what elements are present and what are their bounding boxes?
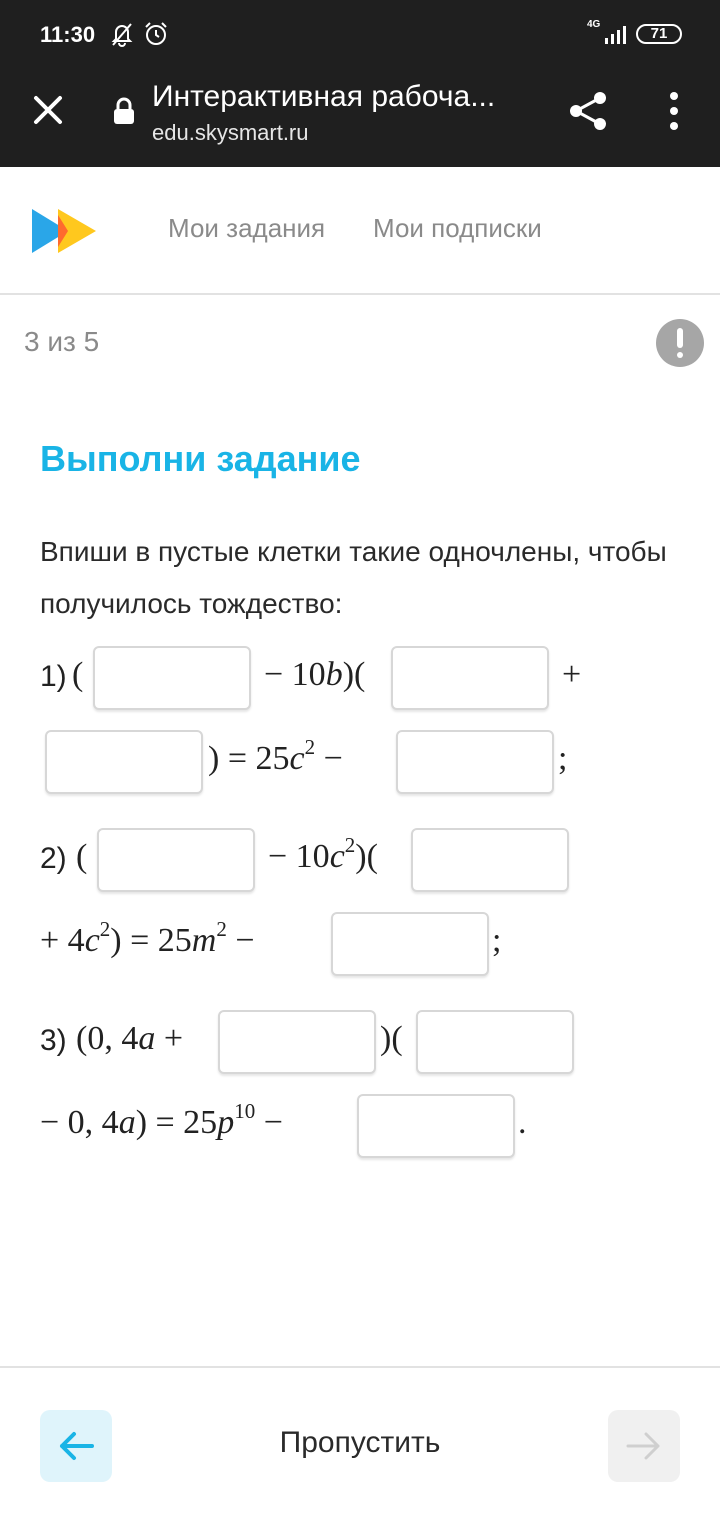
alarm-icon: [142, 20, 170, 48]
skip-button[interactable]: Пропустить: [279, 1426, 441, 1459]
more-options-icon[interactable]: [662, 90, 686, 132]
status-time: 11:30: [40, 22, 96, 47]
problem-3-label: 3): [40, 1024, 67, 1057]
math-text: − $10c^2$)(: [268, 833, 378, 875]
report-icon[interactable]: [656, 319, 704, 367]
math-text: ) = $25c^2$ −: [208, 735, 343, 777]
problem-2-line-2: [0, 912, 720, 982]
answer-input[interactable]: [331, 912, 489, 976]
share-icon[interactable]: [566, 89, 610, 133]
math-text: )(: [380, 1020, 403, 1057]
problem-2-line-1: [0, 828, 720, 898]
browser-chrome: [0, 0, 720, 167]
math-text: .: [518, 1104, 527, 1141]
problem-1-label: 1): [40, 660, 67, 693]
page-url[interactable]: edu.skysmart.ru: [152, 120, 309, 145]
answer-input[interactable]: [93, 646, 251, 710]
answer-input[interactable]: [411, 828, 569, 892]
math-text: ;: [492, 922, 502, 959]
math-text: (: [76, 838, 88, 875]
math-text: (: [72, 656, 84, 693]
mute-bell-icon: [108, 20, 136, 48]
signal-icon: [603, 24, 629, 44]
math-text: − 0, $4a) = 25p^{10}$ −: [40, 1099, 283, 1141]
math-text: − 10b)(: [264, 656, 366, 693]
task-counter: 3 из 5: [24, 326, 100, 357]
problem-3-line-2: [0, 1094, 720, 1164]
math-text: +: [562, 656, 582, 693]
close-icon[interactable]: [28, 90, 68, 130]
page-title: Интерактивная рабоча...: [152, 80, 496, 113]
math-text: (0, 4a +: [76, 1020, 184, 1057]
answer-input[interactable]: [357, 1094, 515, 1158]
nav-my-subscriptions[interactable]: Мои подписки: [373, 213, 542, 243]
task-instruction: Впиши в пустые клетки такие одночлены, чтобы получилось тождество:: [40, 536, 667, 619]
site-header: [0, 167, 720, 295]
arrow-right-icon: [622, 1424, 666, 1468]
math-text: ;: [558, 740, 568, 777]
task-heading: Выполни задание: [40, 438, 361, 479]
answer-input[interactable]: [218, 1010, 376, 1074]
answer-input[interactable]: [391, 646, 549, 710]
answer-input[interactable]: [416, 1010, 574, 1074]
skysmart-logo-icon[interactable]: [30, 207, 98, 255]
answer-input[interactable]: [396, 730, 554, 794]
status-bar: [0, 0, 720, 70]
problem-1-line-2: [0, 730, 720, 800]
math-text: + $4c^2) = 25m^2$ −: [40, 917, 255, 959]
lock-icon: [112, 96, 136, 126]
answer-input[interactable]: [97, 828, 255, 892]
nav-my-tasks[interactable]: Мои задания: [168, 213, 326, 243]
arrow-left-icon: [54, 1424, 98, 1468]
battery-indicator: 71: [636, 24, 682, 44]
problem-1-line-1: [0, 646, 720, 716]
previous-button[interactable]: [40, 1410, 112, 1482]
network-type: 4G: [587, 19, 601, 30]
answer-input[interactable]: [45, 730, 203, 794]
problem-3-line-1: [0, 1010, 720, 1080]
bottom-bar: [0, 1366, 720, 1520]
next-button[interactable]: [608, 1410, 680, 1482]
problem-2-label: 2): [40, 842, 67, 875]
